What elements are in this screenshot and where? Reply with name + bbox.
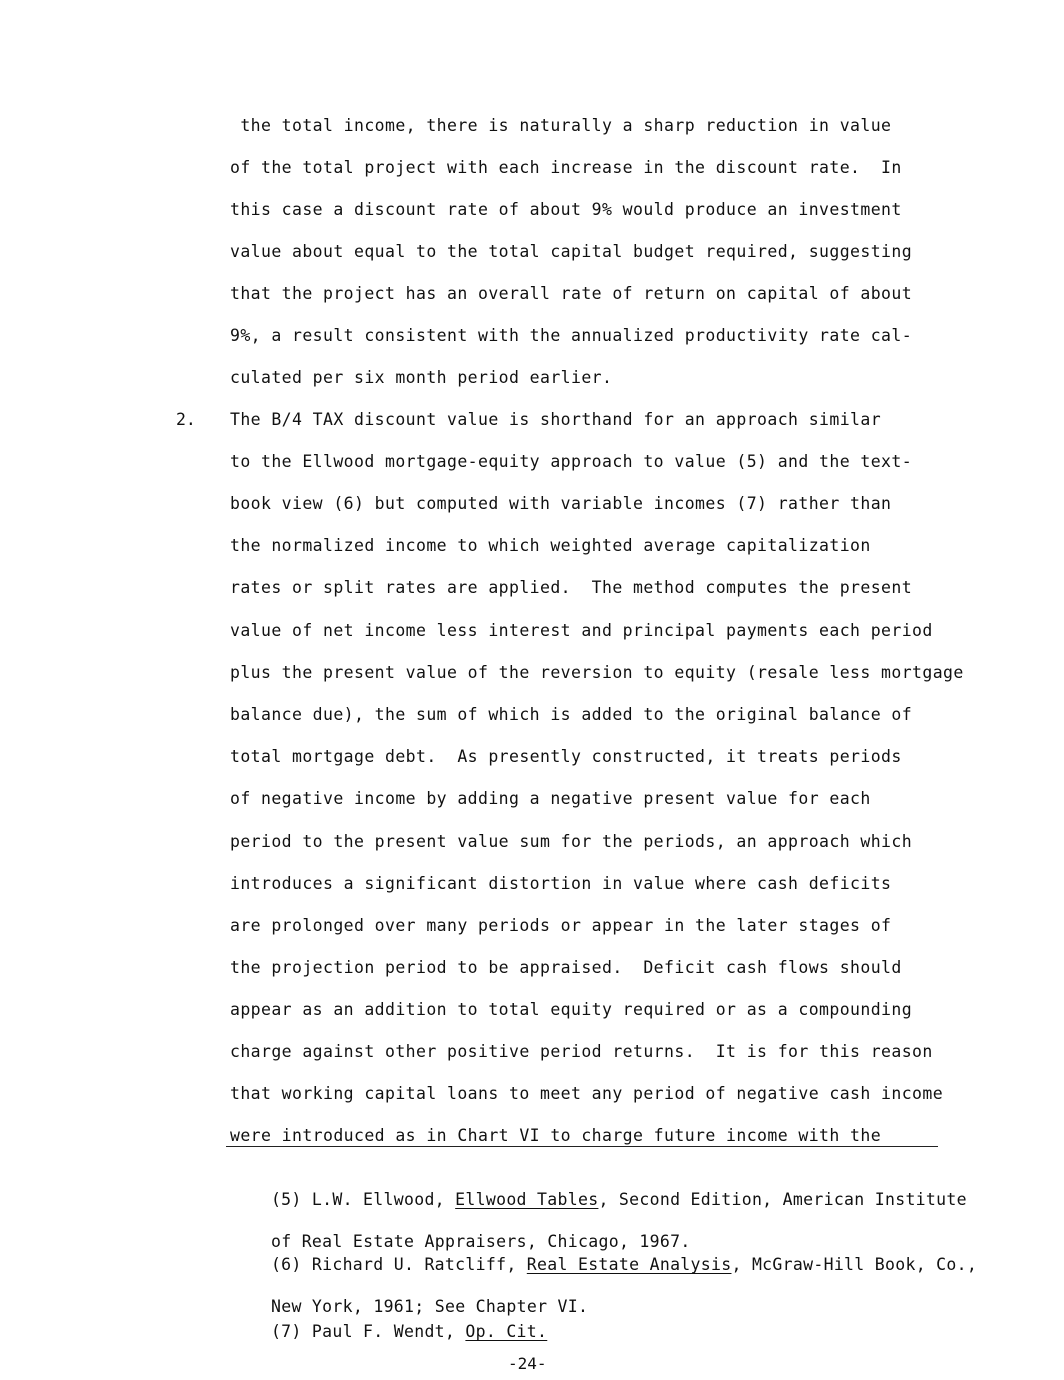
text-line: of the total project with each increase in the discount rate. In — [230, 158, 902, 177]
footnote-text: , McGraw-Hill Book, Co., — [731, 1255, 978, 1274]
text-line: value of net income less interest and principal payments each period — [230, 621, 933, 640]
text-line: of negative income by adding a negative present value for each — [230, 789, 871, 808]
text-line: total mortgage debt. As presently constructed, it treats periods — [230, 747, 902, 766]
text-line: culated per six month period earlier. — [230, 368, 613, 387]
text-line: the total income, there is naturally a sharp reduction in value — [230, 116, 892, 135]
footnote-marker: (7) — [270, 1322, 302, 1341]
text-line: value about equal to the total capital budget required, suggesting — [230, 242, 913, 261]
text-line: the normalized income to which weighted average capitalization — [230, 536, 871, 555]
text-line: rates or split rates are applied. The method computes the present — [230, 578, 913, 597]
footnote-text: Paul F. Wendt, — [311, 1322, 466, 1341]
text-line: this case a discount rate of about 9% would produce an investment — [230, 200, 902, 219]
footnote-text: Richard U. Ratcliff, — [311, 1255, 527, 1274]
footnote-text: New York, 1961; See Chapter VI. — [271, 1297, 589, 1316]
footnote-marker: (6) — [270, 1255, 302, 1274]
text-line: book view (6) but computed with variable incomes (7) rather than — [230, 494, 892, 513]
text-line: were introduced as in Chart VI to charge future income with the — [230, 1126, 882, 1145]
footnote-text: , Second Edition, American Institute — [598, 1190, 967, 1209]
text-line: the projection period to be appraised. Deficit cash flows should — [230, 958, 902, 977]
text-line: plus the present value of the reversion to equity (resale less mortgage — [230, 663, 964, 682]
text-line: period to the present value sum for the periods, an approach which — [230, 832, 913, 851]
item-number: 2. — [176, 410, 196, 429]
text-line: that the project has an overall rate of return on capital of about — [230, 284, 913, 303]
text-line: appear as an addition to total equity required or as a compounding — [230, 1000, 913, 1019]
footnote-marker: (5) — [270, 1190, 302, 1209]
footnote-text: L.W. Ellwood, — [311, 1190, 456, 1209]
text-line: The B/4 TAX discount value is shorthand for an approach similar — [230, 410, 882, 429]
text-line: charge against other positive period returns. It is for this reason — [230, 1042, 933, 1061]
text-line: 9%, a result consistent with the annualized productivity rate cal- — [230, 326, 913, 345]
text-line: introduces a significant distortion in value where cash deficits — [230, 874, 892, 893]
text-line: that working capital loans to meet any period of negative cash income — [230, 1084, 944, 1103]
footnote-title: Real Estate Analysis — [526, 1255, 732, 1274]
text-line: balance due), the sum of which is added to the original balance of — [230, 705, 913, 724]
text-line: are prolonged over many periods or appear in the later stages of — [230, 916, 892, 935]
footnote-title: Ellwood Tables — [455, 1190, 599, 1209]
footnote-text: of Real Estate Appraisers, Chicago, 1967. — [271, 1232, 691, 1251]
text-line: to the Ellwood mortgage-equity approach to value (5) and the text- — [230, 452, 913, 471]
footnote-rule — [226, 1146, 938, 1147]
page-number: -24- — [508, 1354, 547, 1373]
footnote-7 — [230, 1300, 547, 1363]
footnote-title: Op. Cit. — [465, 1322, 548, 1341]
